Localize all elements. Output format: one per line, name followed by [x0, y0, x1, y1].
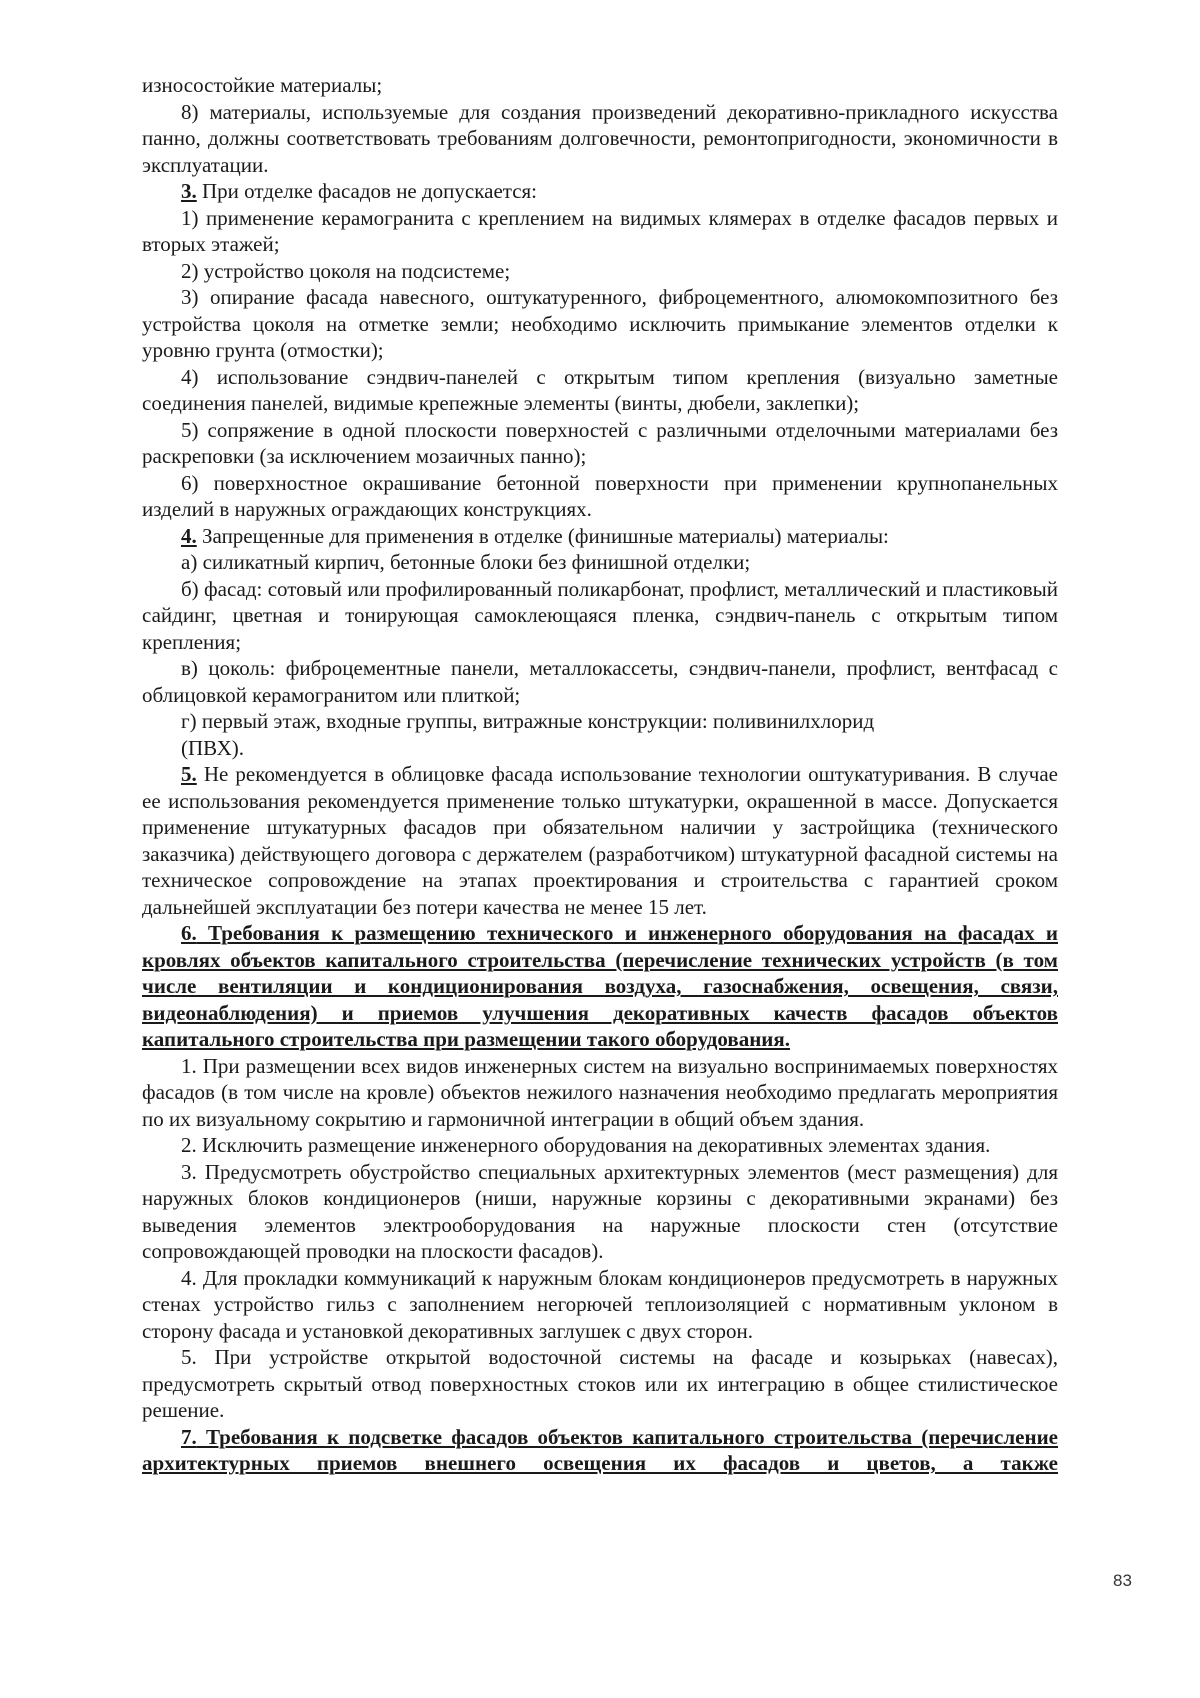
- list-item: 2) устройство цоколя на подсистеме;: [181, 258, 511, 283]
- section-intro: [142, 178, 1058, 205]
- list-item: 4) использование сэндвич-панелей с открытым типом крепления (визуально заметные соединения панелей, видимые крепежные элементы (винты, дюбели, заклепки);: [142, 364, 1058, 415]
- section-number: 5.: [181, 762, 197, 786]
- list-item: 1) применение керамогранита с креплением на видимых клямерах в отделке фасадов первых и вторых этажей;: [142, 205, 1058, 256]
- section-number: 6.: [181, 921, 197, 945]
- document-body: [142, 72, 1058, 1477]
- section-number: 3.: [181, 179, 197, 203]
- section-text: Не рекомендуется в облицовке фасада использование технологии оштукатуривания. В случае ее использования рекомендуется применение только штукатурки, окрашенной в массе. Допускается применение штукатурных фасадов при обязательном наличии у застройщика (технического заказчика) действующего договора с держателем (разработчиком) штукатурной фасадной системы на техническое сопровождение на этапах проектирования и строительства с гарантией сроком дальнейшей эксплуатации без потери качества не менее 15 лет.: [142, 762, 1058, 919]
- list-item: 4. Для прокладки коммуникаций к наружным блокам кондиционеров предусмотреть в наружных стенах устройство гильз с заполнением негорючей теплоизоляцией с нормативным уклоном в сторону фасада и установкой декоративных заглушек с двух сторон.: [142, 1265, 1058, 1343]
- section-intro: [142, 523, 1058, 550]
- section-paragraph: [142, 761, 1058, 920]
- paragraph: износостойкие материалы;: [142, 73, 383, 97]
- list-item: а) силикатный кирпич, бетонные блоки без финишной отделки;: [181, 550, 751, 574]
- section-text: При отделке фасадов не допускается:: [202, 179, 538, 203]
- section-number: 4.: [181, 523, 197, 548]
- list-item: 3. Предусмотреть обустройство специальных архитектурных элементов (мест размещения) для наружных блоков кондиционеров (ниши, наружные корзины с декоративными экранами) без выведения элементов электрооборудования на наружные плоскости стен (отсутствие сопровождающей проводки на плоскости фасадов).: [142, 1159, 1058, 1263]
- section-text: Запрещенные для применения в отделке (финишные материалы) материалы:: [202, 523, 889, 548]
- list-item: 5. При устройстве открытой водосточной системы на фасаде и козырьках (навесах), предусмотреть скрытый отвод поверхностных стоков или их интеграцию в общее стилистическое решение.: [142, 1345, 1058, 1422]
- list-item: 2. Исключить размещение инженерного оборудования на декоративных элементах здания.: [181, 1133, 991, 1157]
- section-heading-text: Требования к размещению технического и инженерного оборудования на фасадах и кровлях объектов капитального строительства (перечисление технических устройств (в том числе вентиляции и кондиционирования воздуха, газоснабжения, освещения, связи, видеонаблюдения) и приемов улучшения декоративных качеств фасадов объектов капитального строительства при размещении такого оборудования.: [142, 921, 1058, 1051]
- list-item: 8) материалы, используемые для создания произведений декоративно-прикладного искусства панно, должны соответствовать требованиям долговечности, ремонтопригодности, экономичности в эксплуатации.: [142, 99, 1058, 177]
- section-number: 7.: [181, 1424, 197, 1449]
- list-item: 5) сопряжение в одной плоскости поверхностей с различными отделочными материалами без раскреповки (за исключением мозаичных панно);: [142, 417, 1058, 468]
- page-number: 83: [1113, 1571, 1132, 1590]
- list-item: в) цоколь: фиброцементные панели, металлокассеты, сэндвич-панели, профлист, вентфасад с облицовкой керамогранитом или плиткой;: [142, 656, 1058, 707]
- list-item: г) первый этаж, входные группы, витражные конструкции: поливинилхлорид: [181, 709, 875, 733]
- list-item-continuation: (ПВХ).: [181, 735, 245, 760]
- list-item: 3) опирание фасада навесного, оштукатуренного, фиброцементного, алюмокомпозитного без устройства цоколя на отметке земли; необходимо исключить примыкание элементов отделки к уровню грунта (отмостки);: [142, 285, 1058, 362]
- list-item: 1. При размещении всех видов инженерных систем на визуально воспринимаемых поверхностях фасадов (в том числе на кровле) объектов нежилого назначения необходимо предлагать мероприятия по их визуальному сокрытию и гармоничной интеграции в общий объем здания.: [142, 1053, 1058, 1131]
- section-heading: [142, 920, 1058, 1053]
- section-heading-text: Требования к подсветке фасадов объектов капитального строительства (перечисление архитектурных приемов внешнего освещения их фасадов и цветов, а также: [142, 1424, 1058, 1475]
- list-item: б) фасад: сотовый или профилированный поликарбонат, профлист, металлический и пластиковый сайдинг, цветная и тонирующая самоклеющаяся пленка, сэндвич-панель с открытым типом крепления;: [142, 576, 1058, 654]
- list-item: 6) поверхностное окрашивание бетонной поверхности при применении крупнопанельных изделий в наружных ограждающих конструкциях.: [142, 470, 1058, 521]
- section-heading: [142, 1424, 1058, 1477]
